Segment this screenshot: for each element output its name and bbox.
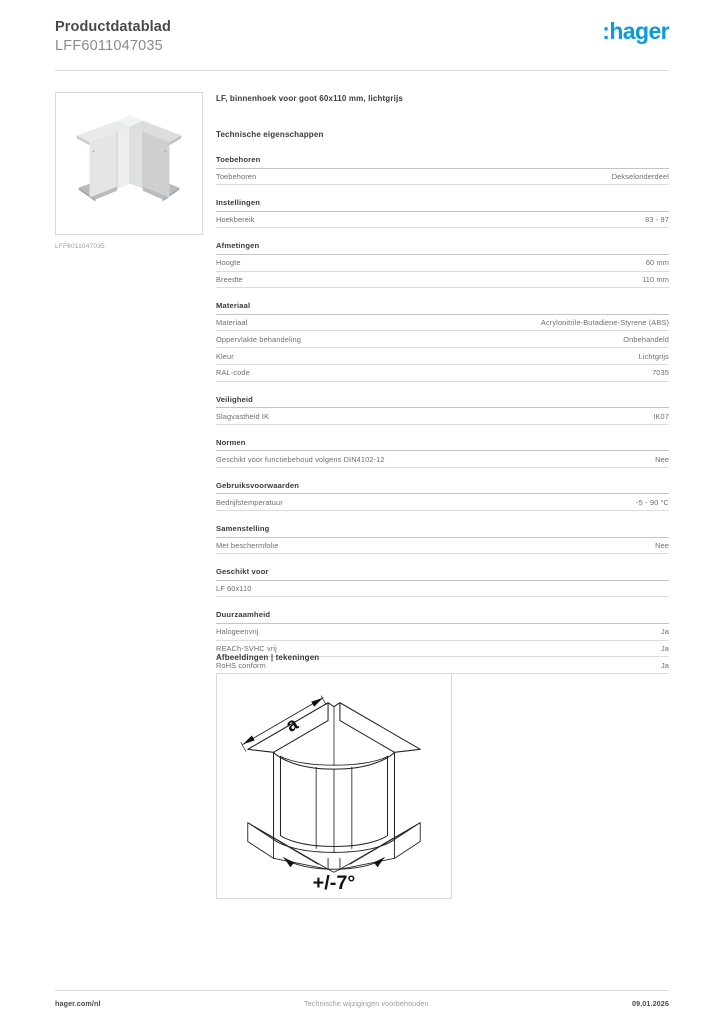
spec-group-title: Normen [216, 438, 669, 452]
spec-row-value: Onbehandeld [623, 334, 669, 344]
spec-group-title: Geschikt voor [216, 567, 669, 581]
spec-group [216, 567, 669, 597]
spec-group [216, 395, 669, 425]
spec-row-key: RoHS conform [216, 660, 266, 670]
page-footer [55, 999, 669, 1008]
spec-row-key: Bedrijfstemperatuur [216, 497, 283, 507]
angle-label: +/-7° [312, 872, 356, 895]
drawings-heading: Afbeeldingen | tekeningen [216, 653, 320, 662]
spec-row-key: Oppervlakte behandeling [216, 334, 301, 344]
technical-drawing [216, 673, 452, 899]
spec-row-value: 7035 [652, 368, 669, 378]
spec-row [216, 315, 669, 332]
spec-row-key: Hoekbereik [216, 215, 255, 225]
spec-row-value: IK07 [653, 411, 669, 421]
product-name: LF, binnenhoek voor goot 60x110 mm, lichtgrijs [216, 94, 403, 103]
spec-row [216, 581, 669, 598]
spec-group [216, 155, 669, 185]
spec-group-title: Materiaal [216, 301, 669, 315]
spec-group [216, 241, 669, 288]
spec-group [216, 610, 669, 674]
spec-group-title: Samenstelling [216, 524, 669, 538]
footer-website[interactable]: hager.com/nl [55, 999, 101, 1008]
spec-row-value: -5 - 90 °C [636, 497, 669, 507]
spec-row-value: Ja [660, 627, 669, 637]
spec-group-title: Afmetingen [216, 241, 669, 255]
spec-row [216, 538, 669, 555]
spec-row-key: Slagvastheid IK [216, 411, 270, 421]
spec-groups [216, 155, 669, 674]
spec-row-key: REACh-SVHC vrij [216, 644, 277, 654]
hager-logo: :hager [602, 18, 669, 44]
spec-row-value: Lichtgrijs [638, 351, 669, 361]
spec-row [216, 272, 669, 289]
spec-row [216, 255, 669, 272]
spec-row [216, 408, 669, 425]
spec-row-value: 110 mm [642, 275, 669, 285]
footer-disclaimer: Technische wijzigingen voorbehouden [303, 999, 429, 1008]
spec-row-key: LF 60x110 [216, 584, 252, 594]
spec-row-value: Nee [655, 454, 669, 464]
spec-group-title: Duurzaamheid [216, 610, 669, 624]
specifications-column [216, 94, 669, 687]
spec-row [216, 348, 669, 365]
spec-row-key: Materiaal [216, 318, 248, 328]
spec-row-value: Ja [660, 660, 669, 670]
technical-properties-heading: Technische eigenschappen [216, 130, 324, 139]
footer-divider [55, 990, 669, 991]
product-photo-caption: LFF6011047035 [55, 243, 105, 250]
spec-row [216, 365, 669, 382]
header-titles [55, 18, 171, 55]
spec-row-value: Nee [655, 541, 669, 551]
product-photo-svg [56, 93, 202, 234]
spec-row-value: Acrylonitrile-Butadiene-Styrene (ABS) [540, 318, 669, 328]
footer-date: 09.01.2026 [632, 999, 669, 1008]
spec-row-value: 83 - 97 [645, 215, 669, 225]
spec-row-key: Geschikt voor functiebehoud volgens DIN4102-12 [216, 454, 385, 464]
page-header [55, 18, 669, 55]
spec-group-title: Veiligheid [216, 395, 669, 409]
spec-group-title: Toebehoren [216, 155, 669, 169]
technical-drawing-svg [217, 674, 451, 898]
spec-group [216, 438, 669, 468]
spec-row-key: Met beschermfolie [216, 541, 279, 551]
spec-row-key: Halogeenvrij [216, 627, 259, 637]
dimension-label-a: a [281, 712, 302, 736]
spec-group [216, 524, 669, 554]
spec-row [216, 494, 669, 511]
spec-group-title: Instellingen [216, 198, 669, 212]
spec-row-key: Breedte [216, 275, 243, 285]
spec-group [216, 301, 669, 381]
header-divider [55, 70, 669, 71]
spec-row-key: RAL-code [216, 368, 250, 378]
spec-group [216, 481, 669, 511]
spec-group-title: Gebruiksvoorwaarden [216, 481, 669, 495]
spec-group [216, 198, 669, 228]
spec-row-key: Toebehoren [216, 172, 257, 181]
spec-row [216, 331, 669, 348]
product-reference: LFF6011047035 [55, 37, 163, 54]
spec-row [216, 212, 669, 229]
spec-row [216, 451, 669, 468]
spec-row-value: Dekselonderdeel [611, 172, 669, 181]
spec-row-value: Ja [660, 644, 669, 654]
page-title: Productdatablad [55, 19, 171, 35]
spec-row-key: Hoogte [216, 258, 241, 268]
product-photo [55, 92, 203, 235]
spec-row-value: 60 mm [645, 258, 669, 268]
spec-row-key: Kleur [216, 351, 234, 361]
spec-row [216, 624, 669, 641]
spec-row [216, 169, 669, 186]
